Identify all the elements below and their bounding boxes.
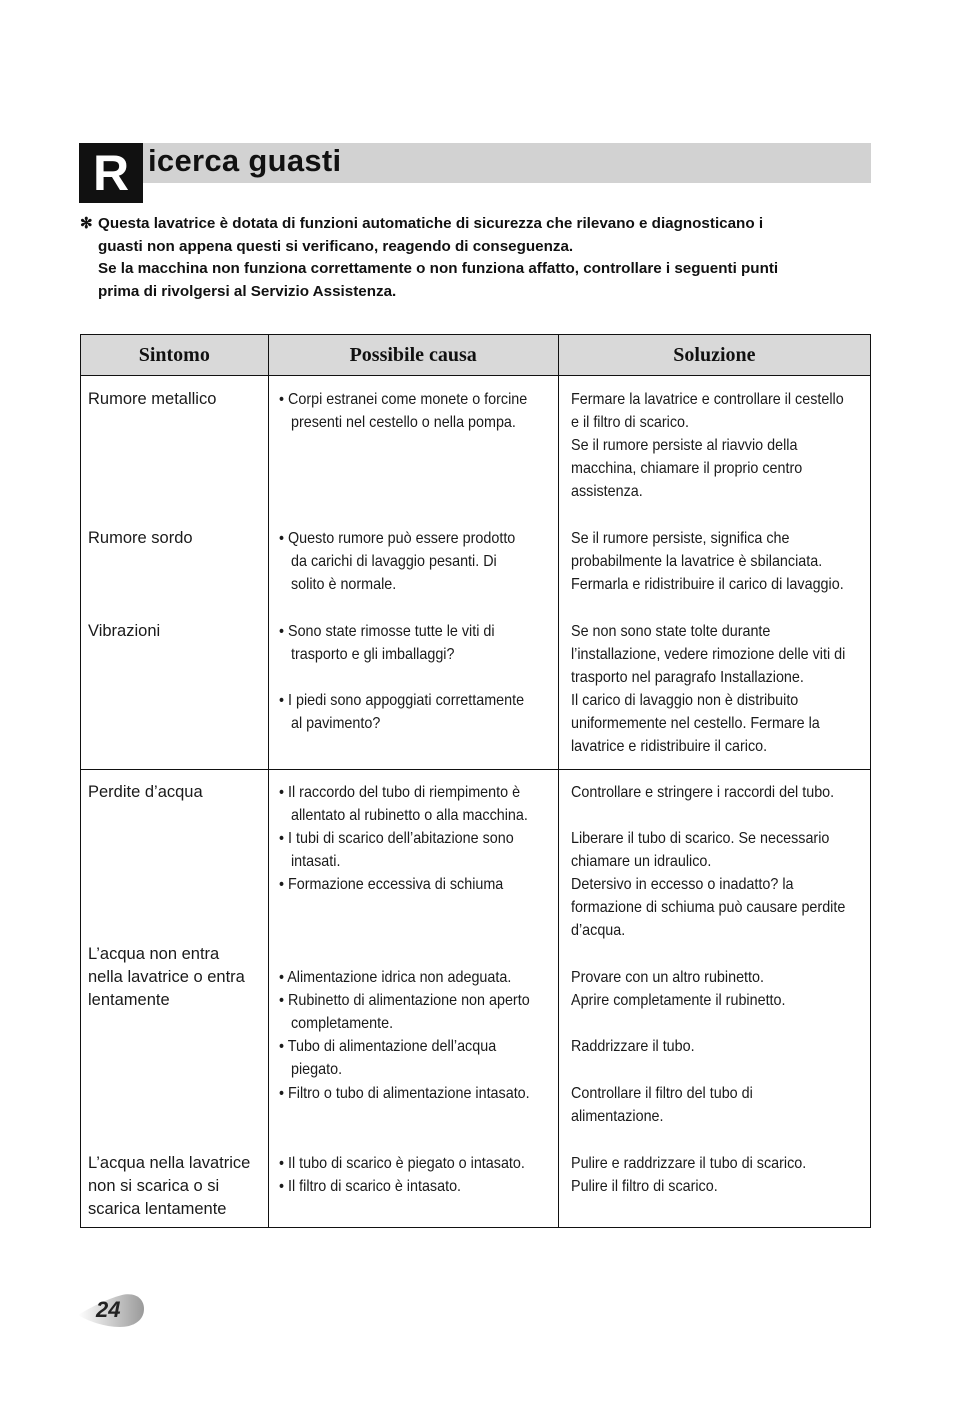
solution-text: lavatrice e ridistribuire il carico.: [570, 738, 767, 755]
header-cause: Possibile causa: [268, 335, 558, 376]
intro-line: guasti non appena questi si verificano, reagendo di conseguenza.: [98, 237, 574, 255]
intro-note: [80, 213, 880, 303]
symptom-text: nella lavatrice o entra: [88, 968, 245, 986]
cause-text: • Tubo di alimentazione dell’acqua: [278, 1038, 496, 1055]
cause-text: • Il filtro di scarico è intasato.: [278, 1178, 461, 1195]
cause-text: presenti nel cestello o nella pompa.: [290, 414, 516, 431]
cause-text: • Questo rumore può essere prodotto: [278, 530, 515, 547]
solution-text: uniformemente nel cestello. Fermare la: [570, 715, 820, 732]
solution-text: Se il rumore persiste al riavvio della: [570, 437, 798, 454]
asterisk-icon: ✻: [80, 215, 93, 232]
solution-text: Se non sono state tolte durante: [570, 623, 771, 640]
cause-text: • I tubi di scarico dell’abitazione sono: [278, 830, 514, 847]
solution-text: Controllare e stringere i raccordi del tubo.: [570, 784, 834, 801]
table-header-row: [81, 335, 871, 376]
intro-line: Questa lavatrice è dotata di funzioni automatiche di sicurezza che rilevano e diagnosticano i: [98, 215, 764, 232]
cause-text: allentato al rubinetto o alla macchina.: [290, 807, 528, 824]
symptom-text: L’acqua non entra: [88, 945, 220, 963]
cause-text: • Il raccordo del tubo di riempimento è: [278, 784, 520, 801]
intro-line: Se la macchina non funziona correttamente o non funziona affatto, controllare i seguenti punti: [98, 260, 779, 277]
symptom-text: scarica lentamente: [88, 1200, 227, 1218]
cause-text: • I piedi sono appoggiati correttamente: [278, 692, 524, 709]
table-row: [81, 376, 871, 770]
cause-text: intasati.: [290, 853, 341, 870]
solution-text: d’acqua.: [570, 922, 626, 939]
cause-text: piegato.: [290, 1061, 342, 1078]
troubleshooting-table: [80, 334, 871, 1228]
symptom-text: Vibrazioni: [88, 622, 161, 640]
solution-text: chiamare un idraulico.: [570, 853, 712, 870]
solution-text: Fermare la lavatrice e controllare il cestello: [570, 391, 844, 408]
cause-text: solito è normale.: [290, 576, 396, 593]
solution-text: Se il rumore persiste, significa che: [570, 530, 790, 547]
symptom-text: Rumore metallico: [88, 390, 217, 408]
symptom-text: non si scarica o si: [88, 1177, 220, 1195]
cause-text: • Rubinetto di alimentazione non aperto: [278, 992, 530, 1009]
cause-text: completamente.: [290, 1015, 393, 1032]
cause-text: da carichi di lavaggio pesanti. Di: [290, 553, 497, 570]
symptom-cell: [81, 376, 269, 770]
cause-cell: [268, 770, 558, 1228]
page-number: 24: [96, 1297, 121, 1322]
solution-text: probabilmente la lavatrice è sbilanciata.: [570, 553, 822, 570]
cause-text: • Alimentazione idrica non adeguata.: [278, 969, 511, 986]
solution-text: Liberare il tubo di scarico. Se necessario: [570, 830, 830, 847]
cause-text: • Corpi estranei come monete o forcine: [278, 391, 527, 408]
solution-text: Aprire completamente il rubinetto.: [570, 992, 786, 1009]
solution-text: trasporto nel paragrafo Installazione.: [570, 669, 804, 686]
solution-text: l’installazione, vedere rimozione delle viti di: [570, 646, 846, 663]
intro-line: prima di rivolgersi al Servizio Assistenza.: [98, 282, 397, 300]
symptom-text: Perdite d’acqua: [88, 783, 203, 801]
cause-text: al pavimento?: [290, 715, 380, 732]
solution-text: Controllare il filtro del tubo di: [570, 1085, 753, 1102]
solution-text: Pulire il filtro di scarico.: [570, 1178, 718, 1195]
solution-text: Fermarla e ridistribuire il carico di lavaggio.: [570, 576, 844, 593]
cause-cell: [268, 376, 558, 770]
symptom-text: Rumore sordo: [88, 529, 193, 547]
symptom-cell: [81, 770, 269, 1228]
symptom-text: lentamente: [88, 991, 170, 1009]
header-solution: Soluzione: [558, 335, 870, 376]
solution-text: Il carico di lavaggio non è distribuito: [570, 692, 799, 709]
page-title: icerca guasti: [148, 143, 342, 178]
solution-text: assistenza.: [570, 483, 643, 500]
cause-text: • Il tubo di scarico è piegato o intasato.: [278, 1155, 525, 1172]
symptom-text: L’acqua nella lavatrice: [88, 1154, 251, 1172]
cause-text: • Formazione eccessiva di schiuma: [278, 876, 503, 893]
solution-text: Provare con un altro rubinetto.: [570, 969, 764, 986]
cause-text: • Sono state rimosse tutte le viti di: [278, 623, 495, 640]
title-initial-letter: R: [79, 143, 143, 203]
cause-text: trasporto e gli imballaggi?: [290, 646, 455, 663]
solution-text: Detersivo in eccesso o inadatto? la: [570, 876, 794, 893]
solution-text: Pulire e raddrizzare il tubo di scarico.: [570, 1155, 807, 1172]
solution-text: macchina, chiamare il proprio centro: [570, 460, 803, 477]
solution-text: alimentazione.: [570, 1108, 664, 1125]
table-row: [81, 770, 871, 1228]
cause-text: • Filtro o tubo di alimentazione intasato.: [278, 1085, 530, 1102]
header-symptom: Sintomo: [81, 335, 269, 376]
solution-cell: [558, 376, 870, 770]
solution-text: Raddrizzare il tubo.: [570, 1038, 695, 1055]
solution-text: e il filtro di scarico.: [570, 414, 689, 431]
solution-cell: [558, 770, 870, 1228]
solution-text: formazione di schiuma può causare perdite: [570, 899, 846, 916]
